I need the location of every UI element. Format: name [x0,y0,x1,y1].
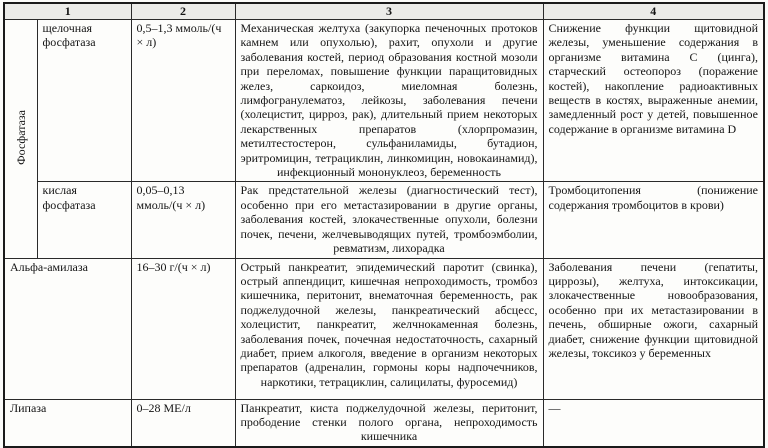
cell-decrease-causes-amylase: Заболевания печени (гепатиты, циррозы), желтуха, интоксикации, злокачественные новообразования, особенно при их метастазировании в печень, обширные ожоги, сахарный диабет, снижение функции щитовидной железы, токсикоз у беременных [543,258,764,399]
row-alpha-amylase [4,258,764,399]
row-lipase [4,399,764,447]
header-col-3: 3 [235,3,543,20]
cell-increase-causes-lipase: Панкреатит, киста поджелудочной железы, перитонит, прободение стенки полого органа, непроходимость кишечника [235,399,543,447]
group-label-phosphatase: Фосфатаза [13,109,28,165]
cell-normal-range-alkaline: 0,5–1,3 ммоль/(ч × л) [131,20,235,182]
cell-normal-range-amylase: 16–30 г/(ч × л) [131,258,235,399]
cell-increase-causes-alkaline: Механическая желтуха (закупорка печеночных протоков камнем или опухолью), рахит, опухоли и другие заболевания костей, период образования костной мозоли при переломах, повышение функции паращитовидных желез, саркоидоз, миеломная болезнь, лимфогранулематоз, лейкозы, заболевания печени (холецистит, цирроз, рак), длительный прием некоторых лекарственных препаратов (хлорпромазин, метилтестостерон, сульфаниламиды, бутадион, эритромицин, тетрациклин, линкомицин, новокаинамид), инфекционный мононуклеоз, беременность [235,20,543,182]
cell-enzyme-name-alkaline: щелочная фосфатаза [37,20,131,182]
cell-decrease-causes-acid: Тромбоцитопения (понижение содержания тромбоцитов в крови) [543,182,764,258]
header-col-4: 4 [543,3,764,20]
cell-enzyme-name-lipase: Липаза [4,399,131,447]
cell-decrease-causes-alkaline: Снижение функции щитовидной железы, уменьшение содержания в организме витамина С (цинга), старческий остеопороз (поражение костей), накопление радиоактивных веществ в костях, выраженные анемии, замедленный рост у детей, повышенное содержание в организме витамина D [543,20,764,182]
cell-normal-range-acid: 0,05–0,13 ммоль/(ч × л) [131,182,235,258]
cell-increase-causes-acid: Рак предстательной железы (диагностический тест), особенно при его метастазировании в другие органы, заболевания костей, злокачественные опухоли, болезни почек, печени, желчевыводящих путей, тромбоэмболии, ревматизм, лихорадка [235,182,543,258]
cell-group-phosphatase [4,20,37,259]
cell-enzyme-name-acid: кислая фосфатаза [37,182,131,258]
header-col-2: 2 [131,3,235,20]
enzymes-reference-table [3,2,765,448]
cell-decrease-causes-lipase: — [543,399,764,447]
row-acid-phosphatase [4,182,764,258]
row-alkaline-phosphatase [4,20,764,182]
cell-enzyme-name-amylase: Альфа-амилаза [4,258,131,399]
header-row [4,3,764,20]
header-col-1: 1 [4,3,131,20]
cell-normal-range-lipase: 0–28 МЕ/л [131,399,235,447]
cell-increase-causes-amylase: Острый панкреатит, эпидемический паротит (свинка), острый аппендицит, кишечная непроходимость, тромбоз кишечника, перитонит, внематочная беременность, рак поджелудочной железы, панкреатический абсцесс, холецистит, панкреатит, желчнокаменная болезнь, заболевания почек, почечная недостаточность, сахарный диабет, прием алкоголя, введение в организм некоторых препаратов (адреналин, гормоны коры надпочечников, наркотики, тетрациклин, салицилаты, фуросемид) [235,258,543,399]
